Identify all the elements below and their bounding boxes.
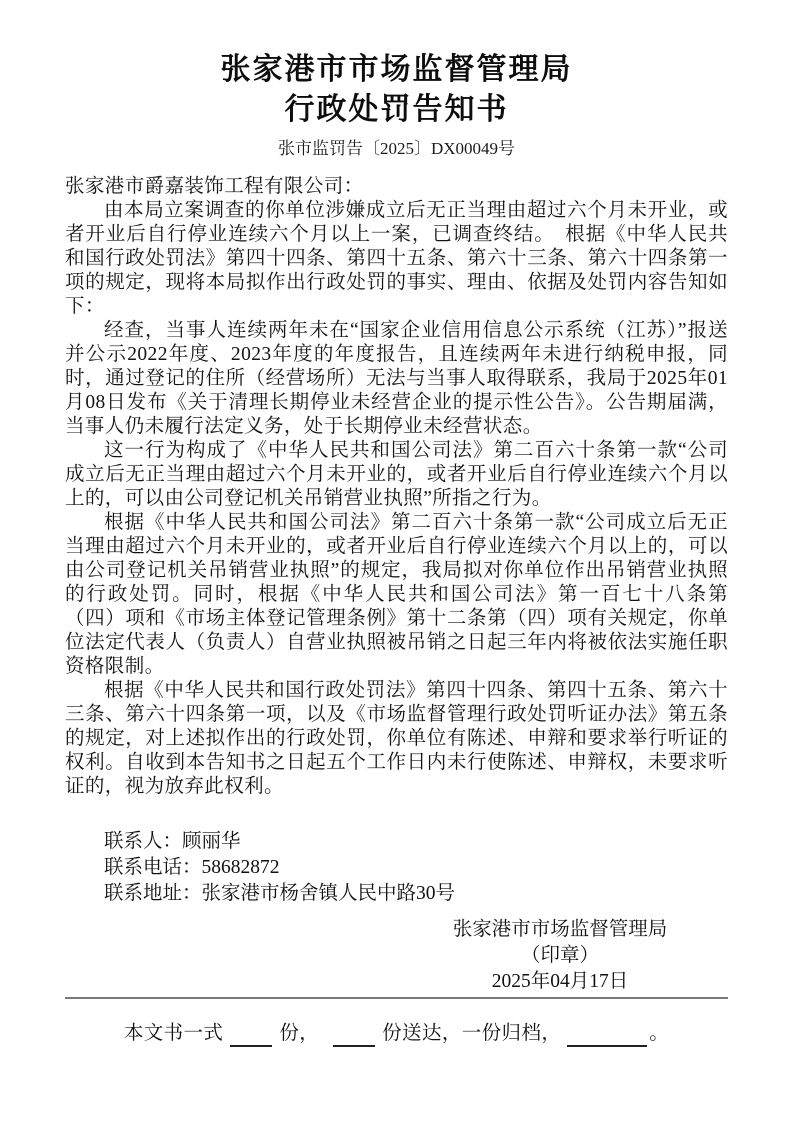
body-paragraph-1: 由本局立案调查的你单位涉嫌成立后无正当理由超过六个月未开业，或者开业后自行停业连续六个月以上一案，已调查终结。 根据《中华人民共和国行政处罚法》第四十四条、第四十五条、第六十三条、第六十四条第一项的规定，现将本局拟作出行政处罚的事实、理由、依据及处罚内容告知如下： [65, 200, 728, 317]
blank-line-other [567, 1027, 647, 1047]
footer-segment-3: 份送达，一份归档， [382, 1023, 562, 1044]
body-paragraph-5: 根据《中华人民共和国行政处罚法》第四十四条、第四十五条、第六十三条、第六十四条第一项，以及《市场监督管理行政处罚听证办法》第五条的规定，对上述拟作出的行政处罚，你单位有陈述、申辩和要求举行听证的权利。自收到本告知书之日起五个工作日内未行使陈述、申辩权，未要求听证的，视为放弃此权利。 [65, 680, 728, 797]
blank-line-copies [230, 1027, 272, 1047]
contact-person-line [65, 829, 728, 855]
footer-note [65, 1021, 728, 1047]
contact-address-value: 张家港市杨舍镇人民中路30号 [201, 883, 456, 904]
body-paragraph-3: 这一行为构成了《中华人民共和国公司法》第二百六十条第一款“公司成立后无正当理由超过六个月未开业的，或者开业后自行停业连续六个月以上的，可以由公司登记机关吊销营业执照”所指之行为。 [65, 440, 728, 509]
blank-line-delivered [333, 1027, 375, 1047]
contact-person-value: 顾丽华 [182, 831, 241, 852]
doc-number: 张市监罚告〔2025〕DX00049号 [277, 139, 516, 158]
contact-phone-value: 58682872 [201, 857, 280, 878]
contact-phone-line [65, 855, 728, 881]
signature-seal: （印章） [520, 945, 599, 966]
signature-agency: 张家港市市场监督管理局 [452, 919, 668, 940]
contact-address-line [65, 881, 728, 907]
footer-segment-2: 份， [279, 1023, 320, 1044]
contact-block [65, 829, 728, 907]
separator-line [65, 997, 728, 999]
body-paragraph-2: 经查，当事人连续两年未在“国家企业信用信息公示系统（江苏）”报送并公示2022年度、2023年度的年度报告，且连续两年未进行纳税申报，同时，通过登记的住所（经营场所）无法与当事人取得联系，我局于2025年01月08日发布《关于清理长期停业未经营企业的提示性公告》。公告期届满，当事人仍未履行法定义务，处于长期停业未经营状态。 [65, 320, 728, 437]
signature-block [420, 917, 700, 995]
body-paragraph-4: 根据《中华人民共和国公司法》第二百六十条第一款“公司成立后无正当理由超过六个月未开业的，或者开业后自行停业连续六个月以上的，可以由公司登记机关吊销营业执照”的规定，我局拟对你单位作出吊销营业执照的行政处罚。同时，根据《中华人民共和国公司法》第一百七十八条第（四）项和《市场主体登记管理条例》第十二条第（四）项有关规定，你单位法定代表人（负责人）自营业执照被吊销之日起三年内将被依法实施任职资格限制。 [65, 512, 728, 677]
contact-address-label: 联系地址： [104, 883, 202, 904]
document-body [65, 175, 728, 799]
footer-segment-4: 。 [649, 1023, 670, 1044]
document-title: 行政处罚告知书 [284, 93, 509, 126]
recipient-line: 张家港市爵嘉装饰工程有限公司： [65, 176, 364, 197]
signature-date: 2025年04月17日 [491, 971, 629, 992]
agency-title: 张家港市市场监督管理局 [220, 53, 573, 86]
footer-segment-1: 本文书一式 [123, 1023, 224, 1044]
contact-person-label: 联系人： [104, 831, 183, 852]
contact-phone-label: 联系电话： [104, 857, 202, 878]
